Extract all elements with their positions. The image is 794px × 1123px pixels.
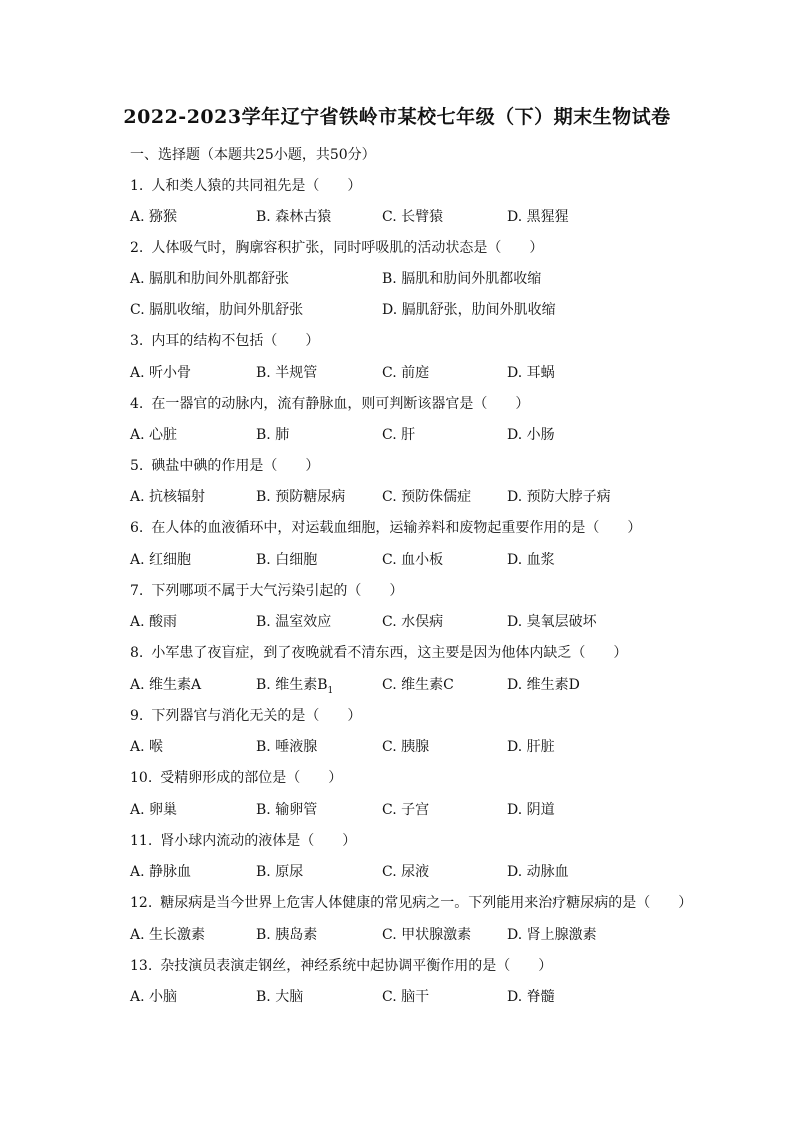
question-12	[130, 893, 692, 913]
question-2-options-row1	[130, 269, 650, 289]
question-number: 1.	[130, 178, 144, 194]
option-c: C. 胰腺	[382, 739, 430, 755]
question-4-options	[130, 425, 650, 445]
question-8	[130, 643, 627, 663]
option-a: A. 红细胞	[130, 552, 192, 568]
option-b-group	[256, 675, 333, 701]
question-11	[130, 831, 356, 851]
question-text: 肾小球内流动的液体是（ ）	[160, 833, 357, 849]
option-b: B. 膈肌和肋间外肌都收缩	[382, 271, 542, 287]
question-text: 杂技演员表演走钢丝，神经系统中起协调平衡作用的是（ ）	[160, 958, 553, 974]
option-a: A. 猕猴	[130, 209, 178, 225]
question-9-options	[130, 737, 650, 757]
option-a: A. 酸雨	[130, 614, 178, 630]
question-12-options	[130, 925, 650, 945]
option-c: C. 血小板	[382, 552, 444, 568]
question-13	[130, 956, 552, 976]
exam-title: 2022-2023学年辽宁省铁岭市某校七年级（下）期末生物试卷	[123, 106, 671, 128]
question-6	[130, 518, 641, 538]
option-a: A. 生长激素	[130, 927, 206, 943]
option-b-subscript: 1	[327, 685, 334, 696]
question-text: 人和类人猿的共同祖先是（ ）	[151, 178, 362, 194]
question-number: 9.	[130, 708, 144, 724]
question-number: 10.	[130, 770, 153, 786]
option-c: C. 维生素C	[382, 677, 454, 693]
question-text: 受精卵形成的部位是（ ）	[160, 770, 343, 786]
question-3-options	[130, 363, 650, 383]
option-b: B. 原尿	[256, 864, 304, 880]
option-b: B. 输卵管	[256, 802, 318, 818]
option-b: B. 唾液腺	[256, 739, 318, 755]
option-a: A. 抗核辐射	[130, 489, 206, 505]
question-11-options	[130, 862, 650, 882]
option-d: D. 维生素D	[507, 677, 580, 693]
option-b: B. 森林古猿	[256, 209, 332, 225]
question-number: 3.	[130, 333, 144, 349]
question-6-options	[130, 550, 650, 570]
question-5	[130, 456, 319, 476]
question-number: 12.	[130, 895, 153, 911]
option-a: A. 膈肌和肋间外肌都舒张	[130, 271, 290, 287]
question-1-options	[130, 207, 650, 227]
question-7	[130, 581, 403, 601]
option-c: C. 肝	[382, 427, 416, 443]
option-a: A. 心脏	[130, 427, 178, 443]
option-d: D. 黑猩猩	[507, 209, 569, 225]
question-5-options	[130, 487, 650, 507]
option-d: D. 脊髓	[507, 989, 555, 1005]
question-text: 下列器官与消化无关的是（ ）	[151, 708, 362, 724]
question-2	[130, 238, 543, 258]
option-d: D. 耳蜗	[507, 365, 555, 381]
question-9	[130, 706, 361, 726]
option-d: D. 预防大脖子病	[507, 489, 611, 505]
question-10	[130, 768, 342, 788]
question-7-options	[130, 612, 650, 632]
option-a: A. 小脑	[130, 989, 178, 1005]
question-text: 碘盐中碘的作用是（ ）	[151, 458, 320, 474]
question-3	[130, 331, 319, 351]
option-c: C. 甲状腺激素	[382, 927, 472, 943]
option-c: C. 长臂猿	[382, 209, 444, 225]
question-text: 小军患了夜盲症，到了夜晚就看不清东西，这主要是因为他体内缺乏（ ）	[151, 645, 628, 661]
option-b: B. 维生素B	[256, 677, 328, 693]
question-text: 在人体的血液循环中，对运载血细胞，运输养料和废物起重要作用的是（ ）	[151, 520, 642, 536]
question-10-options	[130, 800, 650, 820]
question-text: 人体吸气时，胸廓容积扩张，同时呼吸肌的活动状态是（ ）	[151, 240, 544, 256]
option-b: B. 半规管	[256, 365, 318, 381]
option-d: D. 血浆	[507, 552, 555, 568]
option-a: A. 卵巢	[130, 802, 178, 818]
option-b: B. 大脑	[256, 989, 304, 1005]
option-d: D. 肝脏	[507, 739, 555, 755]
option-c: C. 预防侏儒症	[382, 489, 472, 505]
question-number: 5.	[130, 458, 144, 474]
option-c: C. 前庭	[382, 365, 430, 381]
option-c: C. 水俣病	[382, 614, 444, 630]
question-number: 8.	[130, 645, 144, 661]
question-number: 6.	[130, 520, 144, 536]
option-a: A. 听小骨	[130, 365, 192, 381]
option-a: A. 静脉血	[130, 864, 192, 880]
question-number: 4.	[130, 396, 144, 412]
option-d: D. 肾上腺激素	[507, 927, 597, 943]
option-d: D. 膈肌舒张，肋间外肌收缩	[382, 302, 556, 318]
option-b: B. 温室效应	[256, 614, 332, 630]
option-d: D. 臭氧层破坏	[507, 614, 597, 630]
option-b: B. 肺	[256, 427, 290, 443]
question-2-options-row2	[130, 300, 650, 320]
question-13-options	[130, 987, 650, 1007]
option-b: B. 白细胞	[256, 552, 318, 568]
question-number: 7.	[130, 583, 144, 599]
question-4	[130, 394, 529, 414]
option-a: A. 喉	[130, 739, 164, 755]
question-1	[130, 176, 361, 196]
question-text: 下列哪项不属于大气污染引起的（ ）	[151, 583, 404, 599]
section-heading: 一、选择题（本题共25小题，共50分）	[130, 147, 376, 163]
question-number: 11.	[130, 833, 153, 849]
option-a: A. 维生素A	[130, 677, 202, 693]
option-b: B. 预防糖尿病	[256, 489, 346, 505]
option-c: C. 脑干	[382, 989, 430, 1005]
option-c: C. 子宫	[382, 802, 430, 818]
question-text: 在一器官的动脉内，流有静脉血，则可判断该器官是（ ）	[151, 396, 530, 412]
option-c: C. 尿液	[382, 864, 430, 880]
question-8-options	[130, 675, 650, 695]
option-d: D. 阴道	[507, 802, 555, 818]
question-text: 糖尿病是当今世界上危害人体健康的常见病之一。下列能用来治疗糖尿病的是（ ）	[160, 895, 693, 911]
question-text: 内耳的结构不包括（ ）	[151, 333, 320, 349]
question-number: 2.	[130, 240, 144, 256]
question-number: 13.	[130, 958, 153, 974]
option-b: B. 胰岛素	[256, 927, 318, 943]
option-c: C. 膈肌收缩，肋间外肌舒张	[130, 302, 304, 318]
option-d: D. 小肠	[507, 427, 555, 443]
option-d: D. 动脉血	[507, 864, 569, 880]
